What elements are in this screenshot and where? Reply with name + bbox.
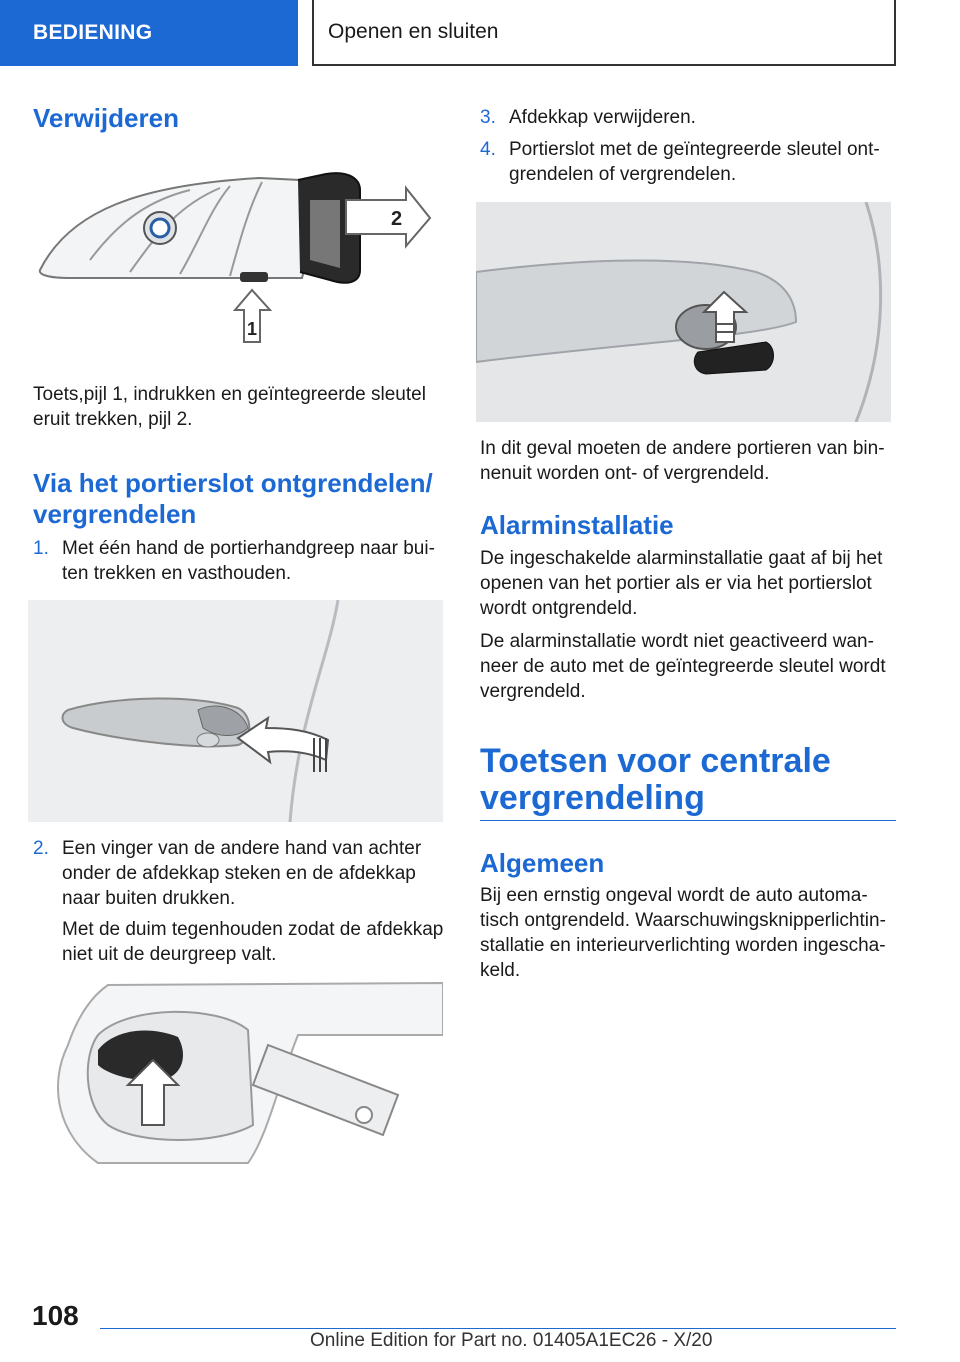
footer-edition: Online Edition for Part no. 01405A1EC26 - X/20 <box>310 1330 713 1351</box>
step-3 <box>480 105 896 131</box>
heading-central-locking <box>480 743 896 817</box>
heading-central-locking-line1: Toetsen voor centrale <box>480 742 831 780</box>
heading-remove: Verwijderen <box>33 103 179 133</box>
cover-removal-illustration <box>38 975 443 1165</box>
door-handle-illustration <box>28 600 443 822</box>
figure-door-lock-key <box>476 202 891 422</box>
general-paragraph: Bij een ernstig ongeval wordt de auto automatisch ontgrendeld. Waarschuwingsknipperlichtinstallatie en interieurverlichting worden ingeschakeld. <box>480 885 886 981</box>
heading-general: Algemeen <box>480 848 605 878</box>
step-2-extra: Met de duim tegenhouden zodat de afdekkap niet uit de deurgreep valt. <box>62 919 444 965</box>
alarm-paragraph-1: De ingeschakelde alarminstallatie gaat af bij het openen van het portier als er via het portierslot wordt ontgrendeld. <box>480 548 883 619</box>
alarm-paragraph-2: De alarminstallatie wordt niet geactiveerd wanneer de auto met de geïntegreerde sleutel wordt vergrendeld. <box>480 631 886 702</box>
step-4-number: 4. <box>480 139 496 160</box>
chapter-title <box>312 0 896 66</box>
page-number: 108 <box>32 1300 79 1331</box>
step-2-number: 2. <box>33 838 49 859</box>
footer-rule <box>100 1328 896 1329</box>
step-1-text: Met één hand de portierhandgreep naar buiten trekken en vasthouden. <box>62 538 435 584</box>
step-1-number: 1. <box>33 538 49 559</box>
door-lock-illustration <box>476 202 891 422</box>
paragraph-other-doors: In dit geval moeten de andere portieren van binnenuit worden ont- of vergrendeld. <box>480 438 885 484</box>
section-tab[interactable]: BEDIENING <box>0 0 298 66</box>
heading-central-locking-line2: vergrendeling <box>480 779 705 817</box>
step-3-number: 3. <box>480 107 496 128</box>
heading-door-lock-line2: vergrendelen <box>33 499 197 529</box>
step-1 <box>33 536 443 588</box>
arrow-1 <box>235 290 270 342</box>
figure-key-fob <box>30 160 444 360</box>
figure-door-handle-pull <box>28 600 443 822</box>
heading-door-lock-line1: Via het portierslot ontgrendelen/ <box>33 468 433 498</box>
step-2-text: Een vinger van de andere hand van achter onder de afdekkap steken en de afdekkap naar buiten drukken. <box>62 838 422 909</box>
step-4 <box>480 137 896 189</box>
chapter-title-text: Openen en sluiten <box>328 20 499 43</box>
step-3-text: Afdekkap verwijderen. <box>509 107 696 128</box>
figure-cover-removal <box>38 975 443 1165</box>
arrow-1-label: 1 <box>247 319 258 339</box>
heading-alarm: Alarminstallatie <box>480 510 674 540</box>
caption-key-release: Toets,pijl 1, indrukken en geïntegreerde sleutel eruit trekken, pijl 2. <box>33 384 426 430</box>
heading-door-lock <box>33 468 453 530</box>
arrow-2-label: 2 <box>391 208 403 230</box>
key-fob-illustration <box>30 160 444 360</box>
step-2 <box>33 836 443 912</box>
heading-underline <box>480 820 896 821</box>
step-4-text: Portierslot met de geïntegreerde sleutel ontgrendelen of vergrendelen. <box>509 139 880 185</box>
